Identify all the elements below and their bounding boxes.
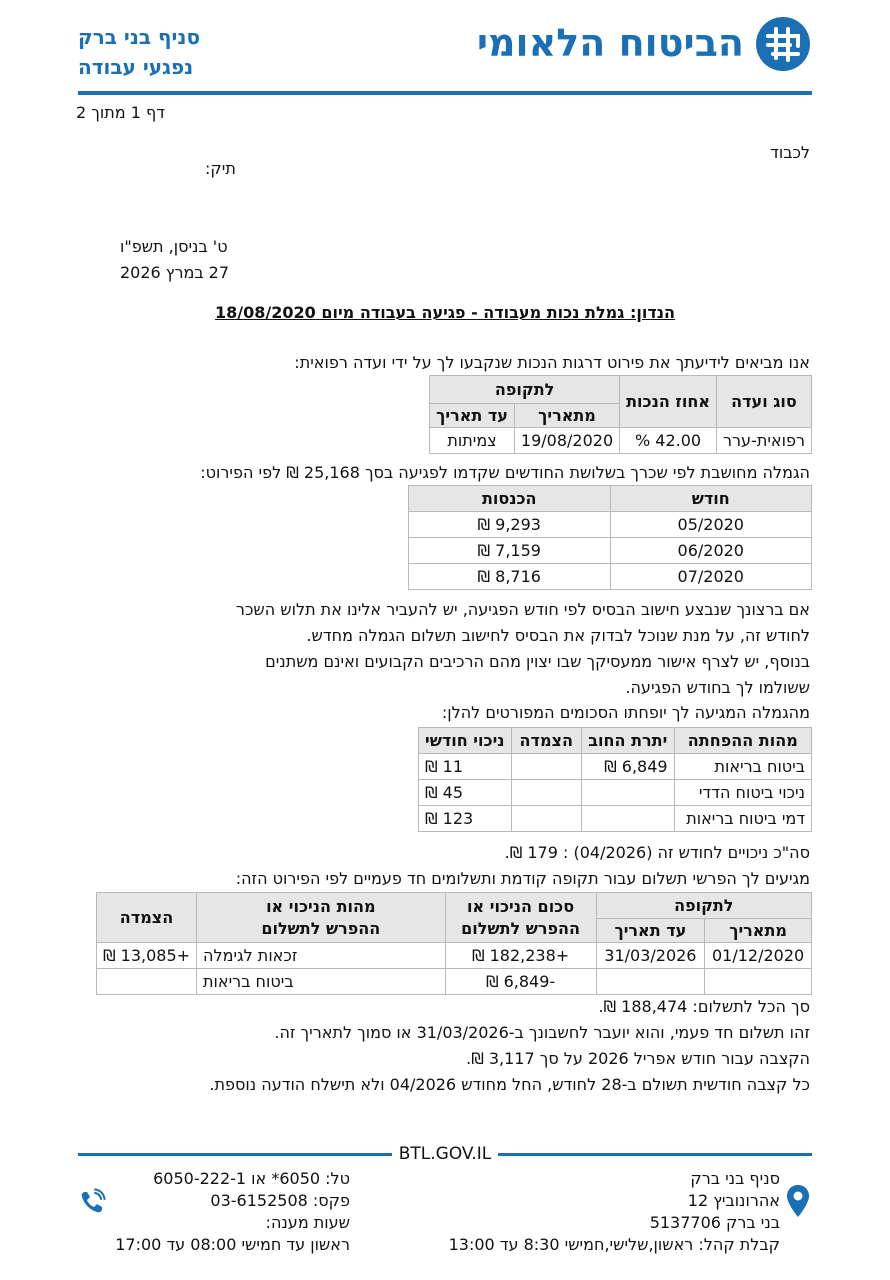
subject-line: הנדון: גמלת נכות מעבודה - פגיעה בעבודה מיום 18/08/2020	[215, 303, 675, 322]
col-balance: יתרת החוב	[581, 728, 674, 754]
col-period: לתקופה	[596, 893, 811, 919]
col-monthly: ניכוי חודשי	[419, 728, 512, 754]
table-row: דמי ביטוח בריאות 123 ₪	[419, 806, 812, 832]
table-row: -6,849 ₪ ביטוח בריאות	[97, 969, 812, 995]
total-payment: סך הכל לתשלום: 188,474 ₪.	[598, 997, 810, 1016]
col-percent: אחוז הנכות	[620, 376, 717, 428]
footer-contact-line: פקס: 03-6152508	[210, 1191, 350, 1210]
col-deduction-type: מהות ההפחתה	[674, 728, 811, 754]
closing-line: הקצבה עבור חודש אפריל 2026 על סך 3,117 ₪.	[466, 1049, 810, 1068]
recipient-to: לכבוד	[770, 143, 810, 162]
date-gregorian: 27 במרץ 2026	[120, 263, 230, 282]
table-row: ביטוח בריאות 6,849 ₪ 11 ₪	[419, 754, 812, 780]
income-table	[408, 485, 812, 590]
org-name: הביטוח הלאומי	[476, 21, 744, 65]
footer-divider-left	[78, 1153, 392, 1156]
income-intro: הגמלה מחושבת לפי שכרך בשלושת החודשים שקדמו לפגיעה בסך 25,168 ₪ לפי הפירוט:	[200, 463, 810, 482]
header-divider	[78, 91, 812, 95]
closing-line: זהו תשלום חד פעמי, והוא יועבר לחשבונך ב-31/03/2026 או סמוך לתאריך זה.	[274, 1023, 810, 1042]
col-linkage: הצמדה	[97, 893, 197, 943]
btl-logo-icon	[754, 16, 812, 72]
footer-address-line: בני ברק 5137706	[649, 1213, 780, 1232]
footer-contact-line: ראשון עד חמישי 08:00 עד 17:00	[115, 1235, 350, 1254]
table-row: 05/2020 9,293 ₪	[409, 512, 812, 538]
footer-contact-line: טל: 6050* או 6050-222-1	[153, 1169, 350, 1188]
table-row: ניכוי ביטוח הדדי 45 ₪	[419, 780, 812, 806]
website-link[interactable]: BTL.GOV.IL	[398, 1144, 492, 1164]
col-period: לתקופה	[430, 376, 620, 404]
page-number: דף 1 מתוך 2	[76, 103, 165, 122]
letterhead	[0, 0, 890, 100]
footer-address-line: סניף בני ברק	[690, 1169, 780, 1188]
deductions-total: סה"כ ניכויים לחודש זה (04/2026) : 179 ₪.	[504, 843, 810, 862]
col-month: חודש	[610, 486, 812, 512]
table-row: 06/2020 7,159 ₪	[409, 538, 812, 564]
col-income: הכנסות	[409, 486, 611, 512]
deductions-table	[418, 727, 812, 832]
table-row: 01/12/2020 31/03/2026 +182,238 ₪ זכאות לגימלה +13,085 ₪	[97, 943, 812, 969]
table-row: 07/2020 8,716 ₪	[409, 564, 812, 590]
footer-address-line: קבלת קהל: ראשון,שלישי,חמישי 8:30 עד 13:00	[448, 1235, 780, 1254]
paragraph-line: בנוסף, יש לצרף אישור ממעסיקך שבו יצוין מהם הרכיבים הקבועים ואינם משתנים	[265, 652, 810, 671]
date-hebrew: ט' בניסן, תשפ"ו	[120, 237, 228, 256]
paragraph-line: ששולמו לך בחודש הפגיעה.	[625, 678, 810, 697]
footer-contact-line: שעות מענה:	[265, 1213, 350, 1232]
phone-icon	[78, 1188, 106, 1216]
col-committee-type: סוג ועדה	[716, 376, 811, 428]
footer-divider-right	[498, 1153, 812, 1156]
deductions-intro: מהגמלה המגיעה לך יופחתו הסכומים המפורטים להלן:	[441, 703, 810, 722]
col-nature: מהות הניכוי או ההפרש לתשלום	[197, 893, 446, 943]
col-to: עד תאריך	[596, 919, 705, 943]
closing-line: כל קצבה חודשית תשולם ב-28 לחודש, החל מחודש 04/2026 ולא תישלח הודעה נוספת.	[209, 1075, 810, 1094]
paragraph-line: אם ברצונך שנבצע חישוב הבסיס לפי חודש הפגיעה, יש להעביר אלינו את תלוש השכר	[235, 600, 810, 619]
col-amount: סכום הניכוי או ההפרש לתשלום	[445, 893, 596, 943]
intro-text: אנו מביאים לידיעתך את פירוט דרגות הנכות שנקבעו לך על ידי ועדה רפואית:	[294, 353, 810, 372]
file-label: תיק:	[205, 159, 236, 178]
branch-name: סניף בני ברק	[78, 25, 201, 49]
footer-address-line: אהרונוביץ 12	[687, 1191, 780, 1210]
location-pin-icon	[786, 1184, 810, 1218]
department-name: נפגעי עבודה	[78, 55, 194, 79]
paragraph-line: לחודש זה, על מנת שנוכל לבדוק את הבסיס לחישוב תשלום הגמלה מחדש.	[306, 626, 810, 645]
arrears-table	[96, 892, 812, 995]
col-linkage: הצמדה	[511, 728, 581, 754]
table-row: רפואית-ערר 42.00 % 19/08/2020 צמיתות	[430, 428, 812, 454]
disability-table	[429, 375, 812, 454]
col-to: עד תאריך	[430, 404, 515, 428]
col-from: מתאריך	[705, 919, 812, 943]
col-from: מתאריך	[514, 404, 619, 428]
arrears-intro: מגיעים לך הפרשי תשלום עבור תקופה קודמת ותשלומים חד פעמיים לפי הפירוט הזה:	[235, 869, 810, 888]
